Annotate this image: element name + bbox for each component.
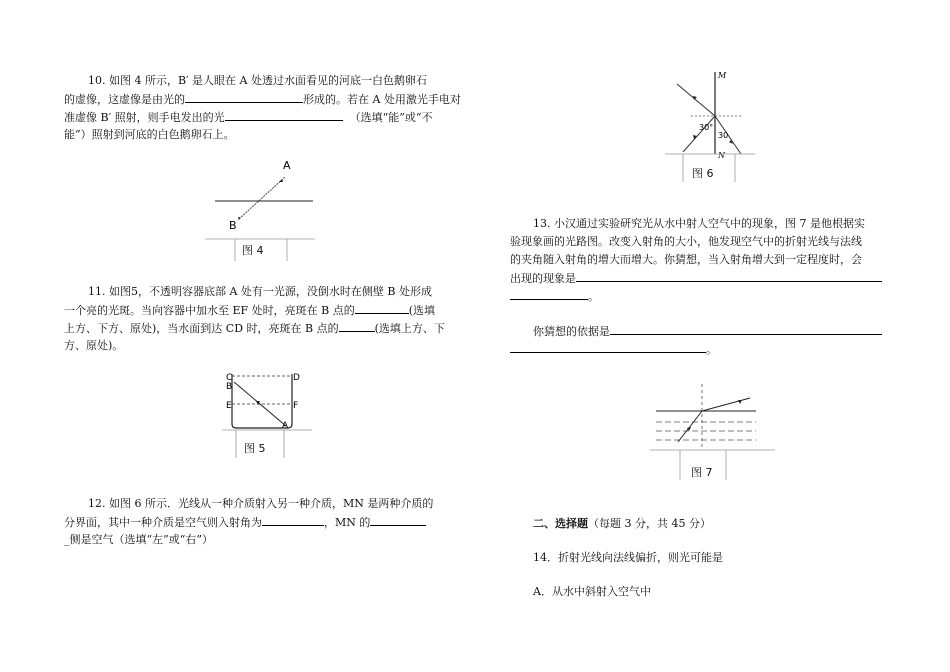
q13-blank-2-cont[interactable] bbox=[510, 340, 706, 353]
q11-line4: 方、原处)。 bbox=[64, 339, 124, 352]
incident-ray bbox=[678, 411, 702, 442]
section-2-note: （每题 3 分，共 45 分） bbox=[588, 517, 711, 530]
reflected-ray bbox=[683, 116, 715, 152]
q13-text: 你猜想的依据是 bbox=[533, 325, 610, 338]
q10-line4: 能”）照射到河底的白色鹅卵石上。 bbox=[64, 128, 235, 141]
q10-line2 bbox=[64, 90, 461, 109]
q10-text: （选填“能”或“不 bbox=[349, 111, 433, 124]
q12-blank-2[interactable] bbox=[370, 513, 426, 526]
figure-7-caption: 图 7 bbox=[691, 466, 713, 479]
section-2-heading bbox=[533, 515, 711, 533]
label-b: B bbox=[229, 219, 237, 232]
q10-text: 形成的。若在 A 处用激光手电对 bbox=[303, 93, 461, 106]
q13-text: 。 bbox=[706, 343, 717, 356]
q11-text: 上方、下方、原处)，当水面到达 CD 时，亮斑在 B 点的 bbox=[64, 322, 339, 335]
q14-option-a[interactable]: A．从水中斜射入空气中 bbox=[533, 585, 651, 598]
q11-text: 一个亮的光斑。当向容器中加水至 EF 处时，亮斑在 B 点的 bbox=[64, 304, 355, 317]
q12-text: ，MN 的 bbox=[324, 516, 371, 529]
label-e: E bbox=[226, 401, 232, 411]
q10-blank-2[interactable] bbox=[225, 108, 343, 121]
label-f: F bbox=[293, 401, 299, 411]
q12-text: 分界面，其中一种介质是空气则入射角为 bbox=[64, 516, 262, 529]
q11-line2 bbox=[64, 301, 435, 320]
label-b: B bbox=[226, 382, 233, 392]
q10-line3 bbox=[64, 108, 432, 127]
section-2-title: 二、选择题 bbox=[533, 517, 588, 530]
angle-label-2: 30 bbox=[718, 131, 729, 140]
label-a: A bbox=[282, 421, 289, 431]
q10-line1: 10. 如图 4 所示，B′ 是人眼在 A 处透过水面看见的河底一白色鹅卵石 bbox=[88, 74, 427, 87]
label-a: A bbox=[283, 159, 291, 172]
q13-blank-2[interactable] bbox=[610, 322, 882, 335]
q13-basis-cont bbox=[510, 340, 717, 359]
q12-line1: 12. 如图 6 所示．光线从一种介质射入另一种介质，MN 是两种介质的 bbox=[88, 497, 434, 510]
incident-ray bbox=[677, 84, 715, 116]
figure-5 bbox=[222, 368, 332, 463]
q10-text: 的虚像，这虚像是由光的 bbox=[64, 93, 185, 106]
angle-label-1: 30° bbox=[699, 123, 714, 132]
q13-blank-1-cont[interactable] bbox=[510, 287, 588, 300]
label-n: N bbox=[718, 151, 725, 160]
q11-line1: 11. 如图5，不透明容器底部 A 处有一光源，没倒水时在侧壁 B 处形成 bbox=[88, 285, 433, 298]
sight-line bbox=[239, 177, 285, 219]
q10-text: 准虚像 B′ 照射，则手电发出的光 bbox=[64, 111, 225, 124]
figure-7 bbox=[650, 378, 785, 488]
q10-blank-1[interactable] bbox=[185, 90, 303, 103]
label-c: C bbox=[226, 373, 233, 383]
q11-blank-2[interactable] bbox=[339, 319, 375, 332]
q13-line3: 的夹角随入射角的增大而增大。你猜想，当入射角增大到一定程度时，会 bbox=[510, 253, 862, 266]
label-d: D bbox=[293, 373, 300, 383]
figure-5-caption: 图 5 bbox=[244, 442, 266, 455]
q13-text: 。 bbox=[588, 290, 599, 303]
q11-text: (选填 bbox=[408, 304, 436, 317]
q13-basis-line bbox=[533, 322, 882, 341]
refracted-ray bbox=[702, 398, 750, 411]
arrow-icon bbox=[738, 400, 742, 404]
q13-text: 出现的现象是 bbox=[510, 272, 576, 285]
q12-line3: _侧是空气（选填“左”或“右”） bbox=[64, 533, 213, 546]
q12-line2 bbox=[64, 513, 426, 532]
q11-line3 bbox=[64, 319, 445, 338]
label-m: M bbox=[718, 71, 727, 80]
q11-text: (选填上方、下 bbox=[374, 322, 445, 335]
q13-line5 bbox=[510, 287, 599, 306]
q13-line1: 13. 小汉通过实验研究光从水中射人空气中的现象，图 7 是他根据实 bbox=[533, 217, 865, 230]
q11-blank-1[interactable] bbox=[355, 301, 409, 314]
q12-blank-1[interactable] bbox=[262, 513, 324, 526]
q14-stem: 14．折射光线向法线偏折，则光可能是 bbox=[533, 551, 723, 564]
q13-line4 bbox=[510, 269, 882, 288]
q13-line2: 验现象画的光路图。改变入射角的大小，他发现空气中的折射光线与法线 bbox=[510, 235, 862, 248]
container-outline bbox=[232, 374, 292, 428]
q13-blank-1[interactable] bbox=[576, 269, 882, 282]
prime-mark: ° bbox=[237, 216, 241, 225]
figure-4-caption: 图 4 bbox=[242, 244, 264, 257]
figure-6-caption: 图 6 bbox=[692, 167, 714, 180]
